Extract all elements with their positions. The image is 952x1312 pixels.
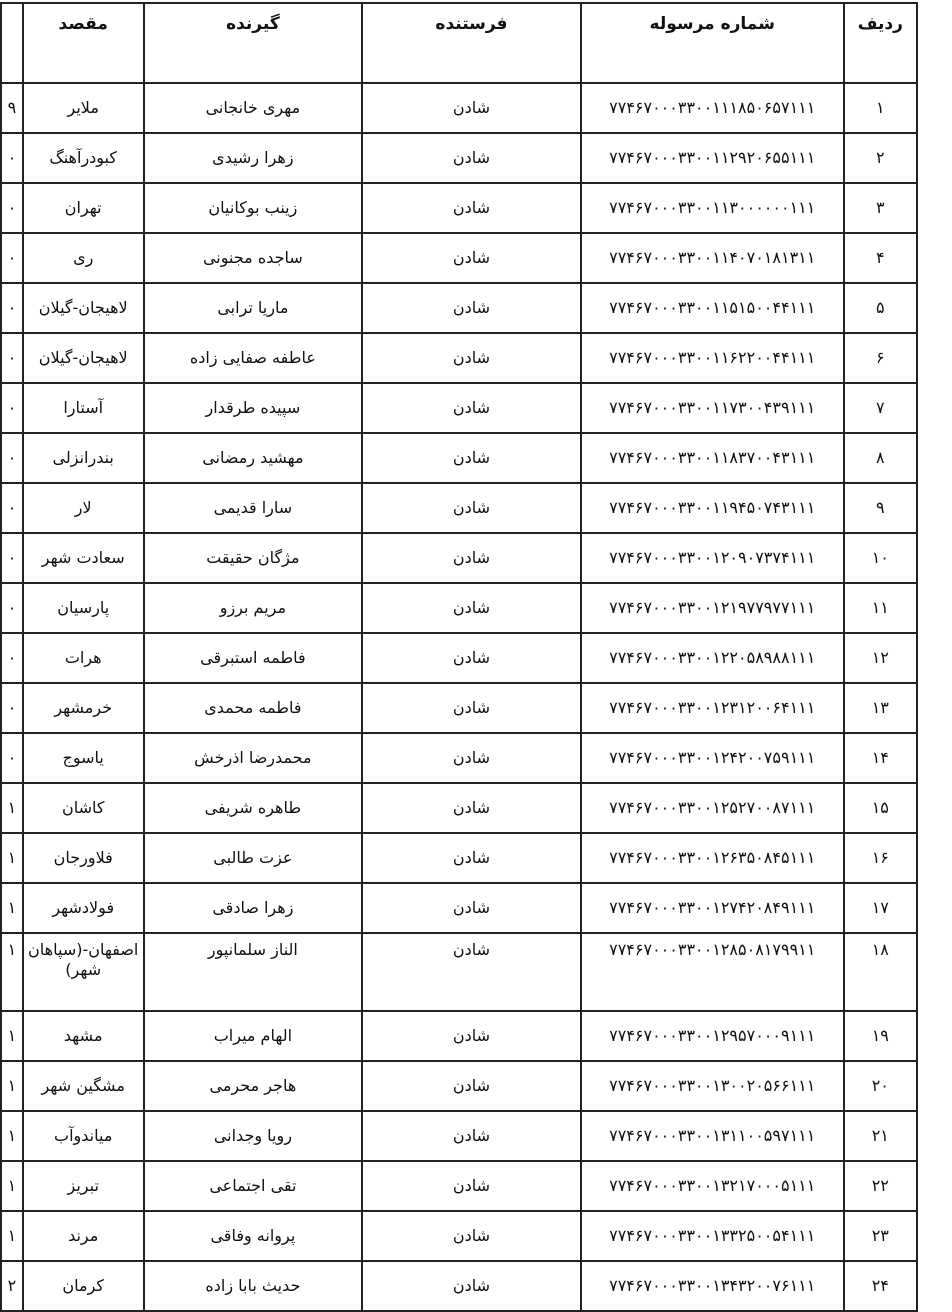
destination-cell: فلاورجان bbox=[23, 833, 144, 883]
table-body bbox=[1, 83, 917, 1311]
tracking-number-cell: ۷۷۴۶۷۰۰۰۳۳۰۰۱۱۳۰۰۰۰۰۰۱۱۱ bbox=[581, 183, 844, 233]
tracking-number-cell: ۷۷۴۶۷۰۰۰۳۳۰۰۱۲۸۵۰۸۱۷۹۹۱۱ bbox=[581, 933, 844, 1011]
destination-cell: سعادت شهر bbox=[23, 533, 144, 583]
tracking-number-cell: ۷۷۴۶۷۰۰۰۳۳۰۰۱۱۲۹۲۰۶۵۵۱۱۱ bbox=[581, 133, 844, 183]
row-number-cell: ۱۳ bbox=[844, 683, 917, 733]
destination-cell: خرمشهر bbox=[23, 683, 144, 733]
destination-cell: لاهیجان-گیلان bbox=[23, 333, 144, 383]
row-number-cell: ۷ bbox=[844, 383, 917, 433]
sender-cell: شادن bbox=[362, 1211, 581, 1261]
recipient-cell: تقی اجتماعی bbox=[144, 1161, 363, 1211]
tracking-number-cell: ۷۷۴۶۷۰۰۰۳۳۰۰۱۳۱۱۰۰۵۹۷۱۱۱ bbox=[581, 1111, 844, 1161]
destination-cell: ری bbox=[23, 233, 144, 283]
destination-cell: لاهیجان-گیلان bbox=[23, 283, 144, 333]
cut-off-value-cell: ۰ bbox=[1, 683, 23, 733]
row-number-cell: ۴ bbox=[844, 233, 917, 283]
table-row bbox=[1, 383, 917, 433]
tracking-number-cell: ۷۷۴۶۷۰۰۰۳۳۰۰۱۱۵۱۵۰۰۴۴۱۱۱ bbox=[581, 283, 844, 333]
row-number-cell: ۵ bbox=[844, 283, 917, 333]
destination-cell: فولادشهر bbox=[23, 883, 144, 933]
sender-cell: شادن bbox=[362, 1261, 581, 1311]
tracking-number-cell: ۷۷۴۶۷۰۰۰۳۳۰۰۱۲۷۴۲۰۸۴۹۱۱۱ bbox=[581, 883, 844, 933]
sender-cell: شادن bbox=[362, 883, 581, 933]
sender-cell: شادن bbox=[362, 383, 581, 433]
header-row bbox=[1, 3, 917, 83]
recipient-cell: الناز سلمانپور bbox=[144, 933, 363, 1011]
tracking-number-cell: ۷۷۴۶۷۰۰۰۳۳۰۰۱۲۱۹۷۷۹۷۷۱۱۱ bbox=[581, 583, 844, 633]
sender-cell: شادن bbox=[362, 783, 581, 833]
recipient-cell: محمدرضا اذرخش bbox=[144, 733, 363, 783]
header-row-no: ردیف bbox=[844, 3, 917, 83]
destination-cell: کبودرآهنگ bbox=[23, 133, 144, 183]
row-number-cell: ۱۴ bbox=[844, 733, 917, 783]
destination-cell: پارسیان bbox=[23, 583, 144, 633]
cut-off-value-cell: ۰ bbox=[1, 733, 23, 783]
tracking-number-cell: ۷۷۴۶۷۰۰۰۳۳۰۰۱۱۷۳۰۰۴۳۹۱۱۱ bbox=[581, 383, 844, 433]
destination-cell: مشگین شهر bbox=[23, 1061, 144, 1111]
row-number-cell: ۳ bbox=[844, 183, 917, 233]
tracking-number-cell: ۷۷۴۶۷۰۰۰۳۳۰۰۱۳۰۰۲۰۵۶۶۱۱۱ bbox=[581, 1061, 844, 1111]
table-row bbox=[1, 1261, 917, 1311]
cut-off-value-cell: ۰ bbox=[1, 383, 23, 433]
recipient-cell: مژگان حقیقت bbox=[144, 533, 363, 583]
table-header bbox=[1, 3, 917, 83]
recipient-cell: هاجر محرمی bbox=[144, 1061, 363, 1111]
recipient-cell: طاهره شریفی bbox=[144, 783, 363, 833]
recipient-cell: الهام میراب bbox=[144, 1011, 363, 1061]
sender-cell: شادن bbox=[362, 483, 581, 533]
destination-cell: تبریز bbox=[23, 1161, 144, 1211]
cut-off-value-cell: ۱ bbox=[1, 1061, 23, 1111]
table-row bbox=[1, 683, 917, 733]
row-number-cell: ۱۷ bbox=[844, 883, 917, 933]
table-row bbox=[1, 733, 917, 783]
destination-cell: کرمان bbox=[23, 1261, 144, 1311]
destination-cell: لار bbox=[23, 483, 144, 533]
row-number-cell: ۶ bbox=[844, 333, 917, 383]
header-sender: فرستنده bbox=[362, 3, 581, 83]
tracking-number-cell: ۷۷۴۶۷۰۰۰۳۳۰۰۱۲۵۲۷۰۰۸۷۱۱۱ bbox=[581, 783, 844, 833]
destination-cell: اصفهان-(سپاهان شهر) bbox=[23, 933, 144, 1011]
sender-cell: شادن bbox=[362, 683, 581, 733]
row-number-cell: ۲ bbox=[844, 133, 917, 183]
sender-cell: شادن bbox=[362, 333, 581, 383]
cut-off-value-cell: ۱ bbox=[1, 1161, 23, 1211]
recipient-cell: مهری خانجانی bbox=[144, 83, 363, 133]
sender-cell: شادن bbox=[362, 583, 581, 633]
table-row bbox=[1, 1161, 917, 1211]
sender-cell: شادن bbox=[362, 633, 581, 683]
table-row bbox=[1, 783, 917, 833]
tracking-number-cell: ۷۷۴۶۷۰۰۰۳۳۰۰۱۲۳۱۲۰۰۶۴۱۱۱ bbox=[581, 683, 844, 733]
table-row bbox=[1, 283, 917, 333]
tracking-number-cell: ۷۷۴۶۷۰۰۰۳۳۰۰۱۲۹۵۷۰۰۰۹۱۱۱ bbox=[581, 1011, 844, 1061]
table-row bbox=[1, 433, 917, 483]
tracking-number-cell: ۷۷۴۶۷۰۰۰۳۳۰۰۱۱۱۸۵۰۶۵۷۱۱۱ bbox=[581, 83, 844, 133]
sender-cell: شادن bbox=[362, 933, 581, 1011]
cut-off-value-cell: ۰ bbox=[1, 483, 23, 533]
row-number-cell: ۹ bbox=[844, 483, 917, 533]
sender-cell: شادن bbox=[362, 433, 581, 483]
cut-off-value-cell: ۰ bbox=[1, 583, 23, 633]
sender-cell: شادن bbox=[362, 833, 581, 883]
row-number-cell: ۲۱ bbox=[844, 1111, 917, 1161]
destination-cell: بندرانزلی bbox=[23, 433, 144, 483]
table-row bbox=[1, 83, 917, 133]
cut-off-value-cell: ۲ bbox=[1, 1261, 23, 1311]
row-number-cell: ۱ bbox=[844, 83, 917, 133]
cut-off-value-cell: ۰ bbox=[1, 533, 23, 583]
shipments-table bbox=[0, 2, 918, 1312]
sender-cell: شادن bbox=[362, 1061, 581, 1111]
row-number-cell: ۱۸ bbox=[844, 933, 917, 1011]
cut-off-value-cell: ۰ bbox=[1, 333, 23, 383]
cut-off-value-cell: ۰ bbox=[1, 183, 23, 233]
table-row bbox=[1, 833, 917, 883]
table-row bbox=[1, 933, 917, 1011]
cut-off-value-cell: ۹ bbox=[1, 83, 23, 133]
sender-cell: شادن bbox=[362, 83, 581, 133]
row-number-cell: ۲۳ bbox=[844, 1211, 917, 1261]
cut-off-value-cell: ۱ bbox=[1, 1211, 23, 1261]
recipient-cell: فاطمه محمدی bbox=[144, 683, 363, 733]
recipient-cell: ساجده مجنونی bbox=[144, 233, 363, 283]
cut-off-value-cell: ۱ bbox=[1, 933, 23, 1011]
cut-off-value-cell: ۱ bbox=[1, 883, 23, 933]
sender-cell: شادن bbox=[362, 1011, 581, 1061]
recipient-cell: ماریا ترابی bbox=[144, 283, 363, 333]
cut-off-value-cell: ۰ bbox=[1, 283, 23, 333]
tracking-number-cell: ۷۷۴۶۷۰۰۰۳۳۰۰۱۲۲۰۵۸۹۸۸۱۱۱ bbox=[581, 633, 844, 683]
recipient-cell: مهشید رمضانی bbox=[144, 433, 363, 483]
table-row bbox=[1, 1061, 917, 1111]
table-row bbox=[1, 233, 917, 283]
sender-cell: شادن bbox=[362, 283, 581, 333]
cut-off-value-cell: ۱ bbox=[1, 783, 23, 833]
row-number-cell: ۱۲ bbox=[844, 633, 917, 683]
cut-off-value-cell: ۱ bbox=[1, 833, 23, 883]
recipient-cell: حدیث بابا زاده bbox=[144, 1261, 363, 1311]
sender-cell: شادن bbox=[362, 233, 581, 283]
tracking-number-cell: ۷۷۴۶۷۰۰۰۳۳۰۰۱۳۲۱۷۰۰۰۵۱۱۱ bbox=[581, 1161, 844, 1211]
sender-cell: شادن bbox=[362, 133, 581, 183]
cut-off-value-cell: ۰ bbox=[1, 233, 23, 283]
recipient-cell: عزت طالبی bbox=[144, 833, 363, 883]
cut-off-value-cell: ۱ bbox=[1, 1111, 23, 1161]
table-row bbox=[1, 583, 917, 633]
destination-cell: ملایر bbox=[23, 83, 144, 133]
destination-cell: تهران bbox=[23, 183, 144, 233]
recipient-cell: فاطمه استبرقی bbox=[144, 633, 363, 683]
row-number-cell: ۸ bbox=[844, 433, 917, 483]
row-number-cell: ۱۹ bbox=[844, 1011, 917, 1061]
recipient-cell: پروانه وفاقی bbox=[144, 1211, 363, 1261]
destination-cell: مشهد bbox=[23, 1011, 144, 1061]
recipient-cell: عاطفه صفایی زاده bbox=[144, 333, 363, 383]
cut-off-value-cell: ۰ bbox=[1, 633, 23, 683]
row-number-cell: ۱۶ bbox=[844, 833, 917, 883]
sender-cell: شادن bbox=[362, 183, 581, 233]
header-cut-off-column bbox=[1, 3, 23, 83]
destination-cell: مرند bbox=[23, 1211, 144, 1261]
tracking-number-cell: ۷۷۴۶۷۰۰۰۳۳۰۰۱۲۶۳۵۰۸۴۵۱۱۱ bbox=[581, 833, 844, 883]
row-number-cell: ۲۲ bbox=[844, 1161, 917, 1211]
cut-off-value-cell: ۰ bbox=[1, 433, 23, 483]
destination-cell: میاندوآب bbox=[23, 1111, 144, 1161]
table-row bbox=[1, 183, 917, 233]
table-row bbox=[1, 483, 917, 533]
table-row bbox=[1, 133, 917, 183]
recipient-cell: رویا وجدانی bbox=[144, 1111, 363, 1161]
row-number-cell: ۱۰ bbox=[844, 533, 917, 583]
table-row bbox=[1, 1011, 917, 1061]
recipient-cell: سارا قدیمی bbox=[144, 483, 363, 533]
table-row bbox=[1, 1211, 917, 1261]
destination-cell: کاشان bbox=[23, 783, 144, 833]
tracking-number-cell: ۷۷۴۶۷۰۰۰۳۳۰۰۱۱۶۲۲۰۰۴۴۱۱۱ bbox=[581, 333, 844, 383]
header-tracking-number: شماره مرسوله bbox=[581, 3, 844, 83]
table-row bbox=[1, 633, 917, 683]
sender-cell: شادن bbox=[362, 1161, 581, 1211]
tracking-number-cell: ۷۷۴۶۷۰۰۰۳۳۰۰۱۲۴۲۰۰۷۵۹۱۱۱ bbox=[581, 733, 844, 783]
row-number-cell: ۲۴ bbox=[844, 1261, 917, 1311]
cut-off-value-cell: ۱ bbox=[1, 1011, 23, 1061]
row-number-cell: ۲۰ bbox=[844, 1061, 917, 1111]
tracking-number-cell: ۷۷۴۶۷۰۰۰۳۳۰۰۱۱۸۳۷۰۰۴۳۱۱۱ bbox=[581, 433, 844, 483]
destination-cell: آستارا bbox=[23, 383, 144, 433]
recipient-cell: مریم برزو bbox=[144, 583, 363, 633]
recipient-cell: زینب بوکانیان bbox=[144, 183, 363, 233]
sender-cell: شادن bbox=[362, 533, 581, 583]
header-recipient: گیرنده bbox=[144, 3, 363, 83]
cut-off-value-cell: ۰ bbox=[1, 133, 23, 183]
header-destination: مقصد bbox=[23, 3, 144, 83]
table-row bbox=[1, 1111, 917, 1161]
table-row bbox=[1, 333, 917, 383]
tracking-number-cell: ۷۷۴۶۷۰۰۰۳۳۰۰۱۲۰۹۰۷۳۷۴۱۱۱ bbox=[581, 533, 844, 583]
tracking-number-cell: ۷۷۴۶۷۰۰۰۳۳۰۰۱۳۴۳۲۰۰۷۶۱۱۱ bbox=[581, 1261, 844, 1311]
table-row bbox=[1, 883, 917, 933]
recipient-cell: زهرا صادقی bbox=[144, 883, 363, 933]
destination-cell: هرات bbox=[23, 633, 144, 683]
recipient-cell: سپیده طرقدار bbox=[144, 383, 363, 433]
tracking-number-cell: ۷۷۴۶۷۰۰۰۳۳۰۰۱۱۹۴۵۰۷۴۳۱۱۱ bbox=[581, 483, 844, 533]
sender-cell: شادن bbox=[362, 733, 581, 783]
recipient-cell: زهرا رشیدی bbox=[144, 133, 363, 183]
table-row bbox=[1, 533, 917, 583]
tracking-number-cell: ۷۷۴۶۷۰۰۰۳۳۰۰۱۱۴۰۷۰۱۸۱۳۱۱ bbox=[581, 233, 844, 283]
destination-cell: یاسوج bbox=[23, 733, 144, 783]
row-number-cell: ۱۵ bbox=[844, 783, 917, 833]
sender-cell: شادن bbox=[362, 1111, 581, 1161]
tracking-number-cell: ۷۷۴۶۷۰۰۰۳۳۰۰۱۳۳۲۵۰۰۵۴۱۱۱ bbox=[581, 1211, 844, 1261]
row-number-cell: ۱۱ bbox=[844, 583, 917, 633]
